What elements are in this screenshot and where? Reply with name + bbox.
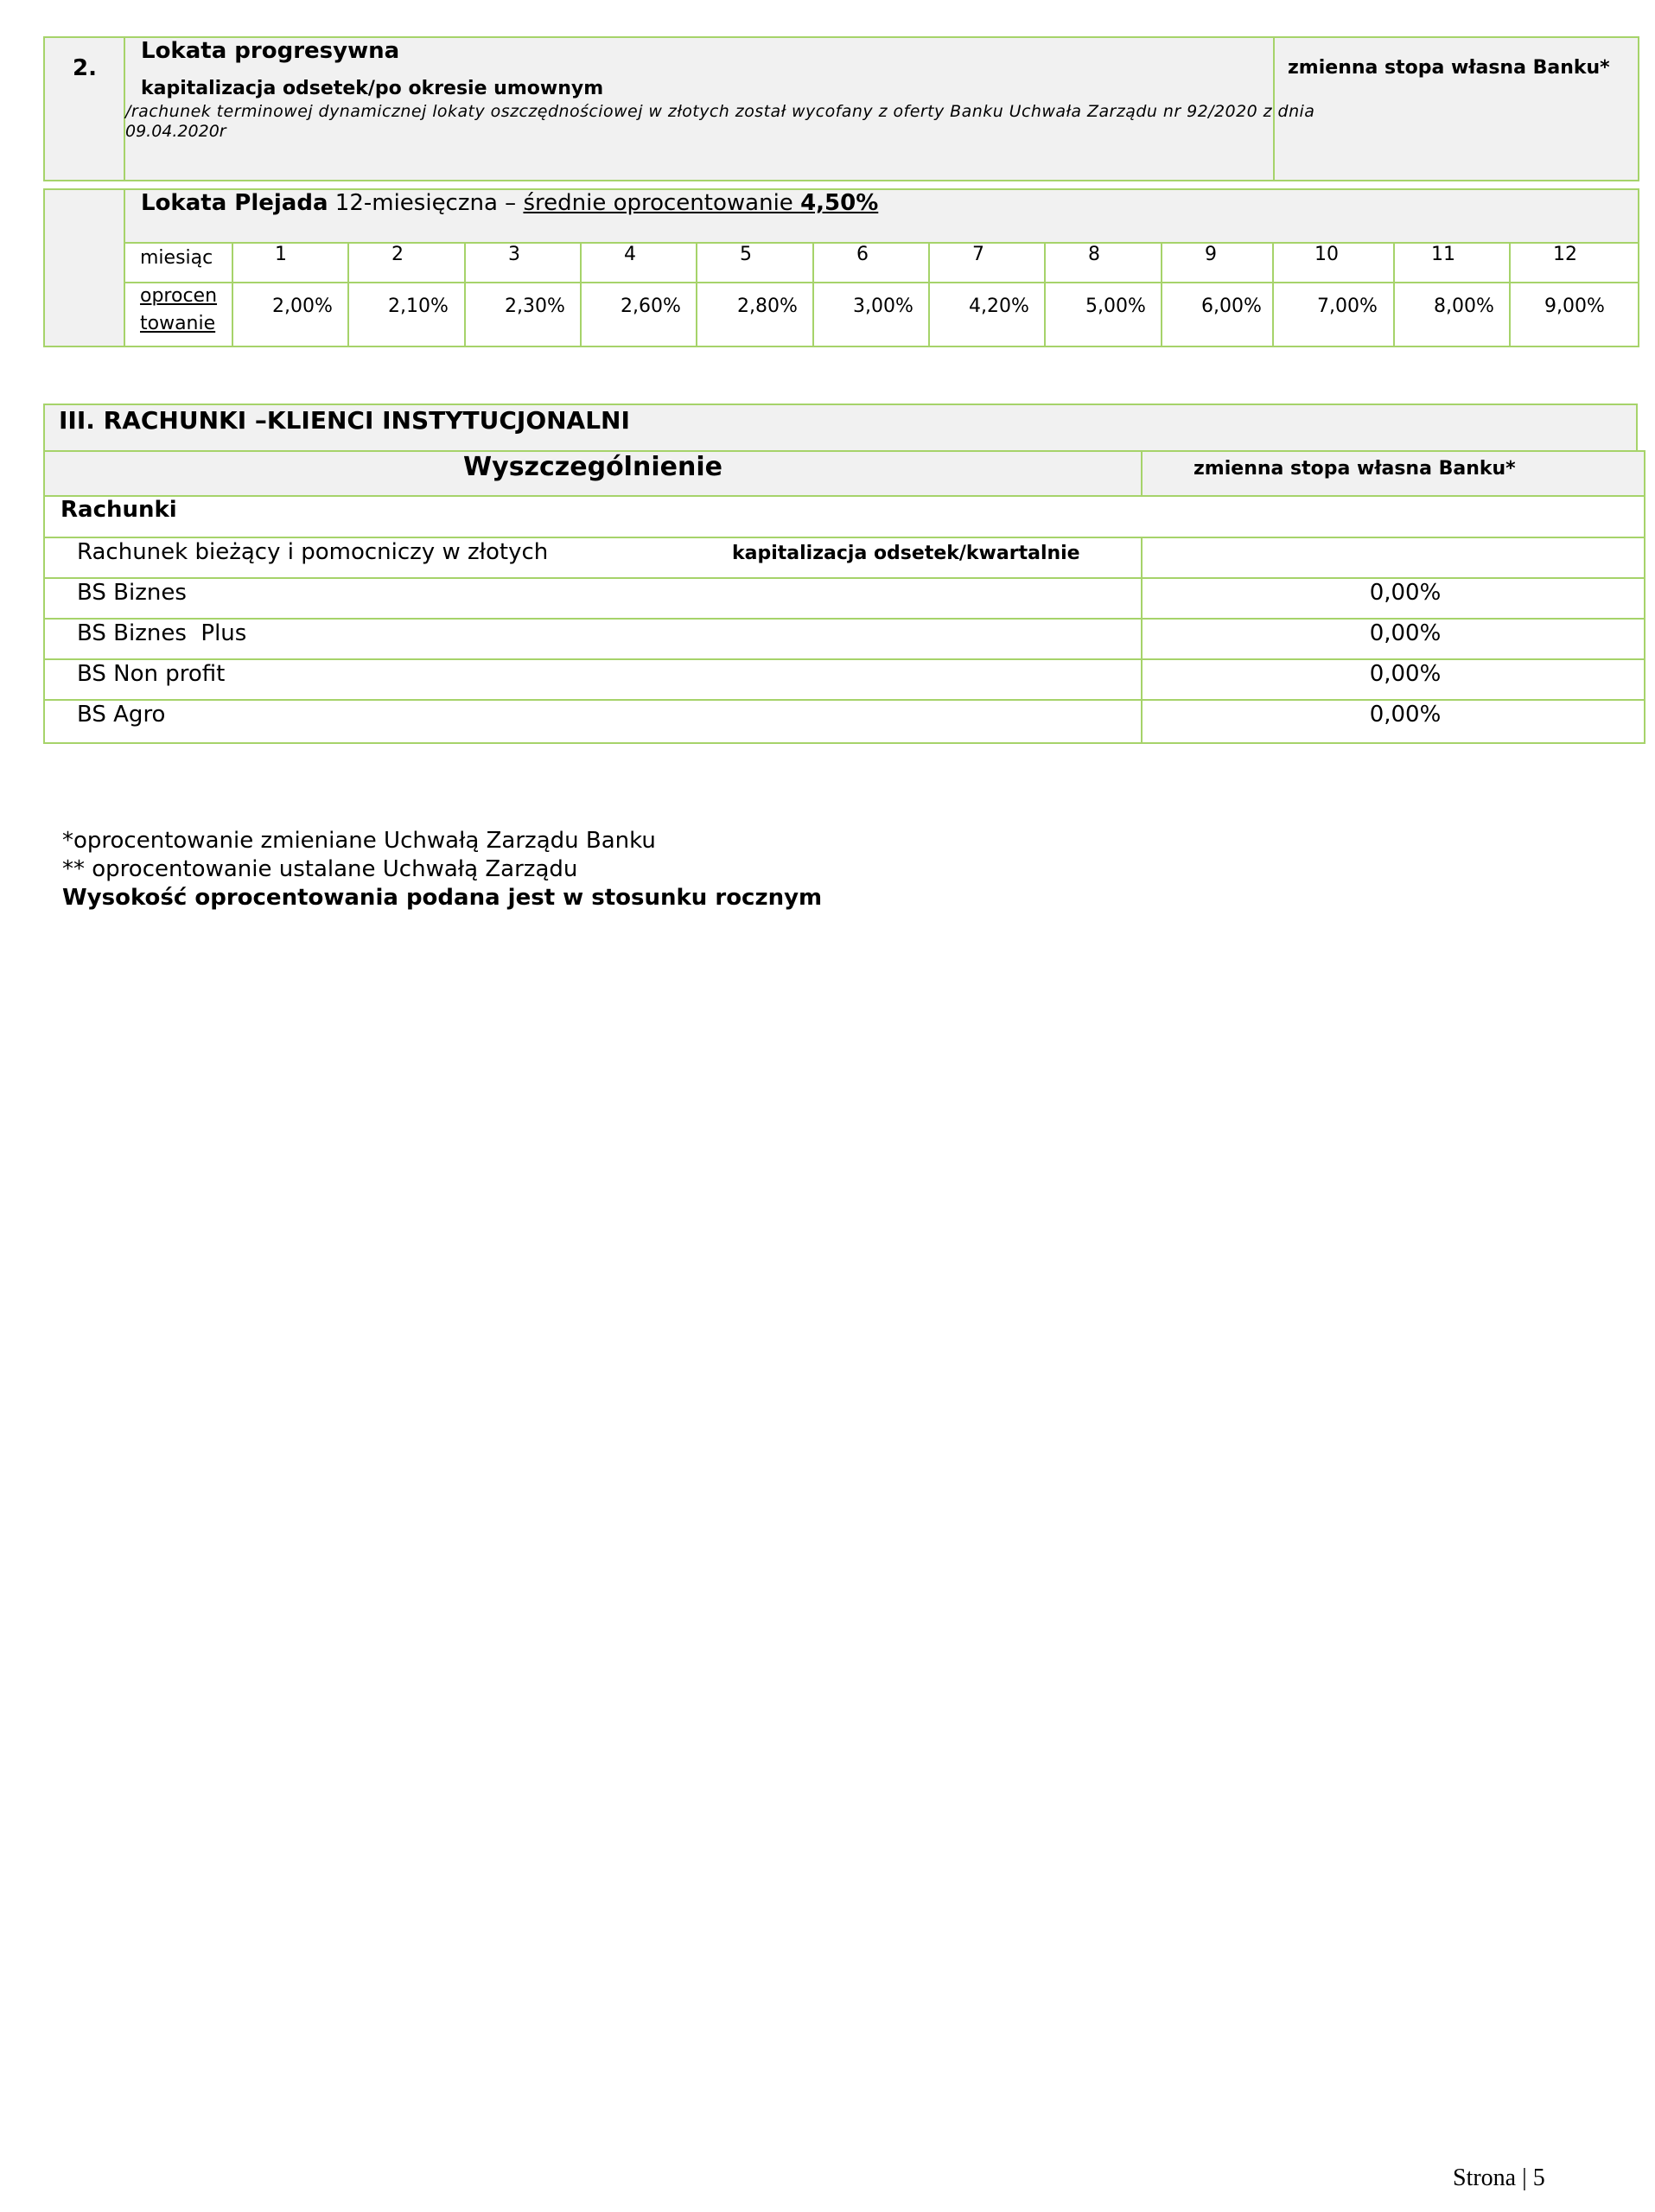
month-header: 3 bbox=[508, 244, 520, 265]
month-header: 9 bbox=[1205, 244, 1217, 265]
month-rate: 7,00% bbox=[1317, 296, 1378, 317]
spec-column-header: Wyszczególnienie bbox=[463, 452, 722, 482]
product-rate: 0,00% bbox=[1369, 580, 1442, 606]
plejada-average-value: 4,50% bbox=[800, 190, 879, 216]
account-label: Rachunek bieżący i pomocniczy w złotych bbox=[77, 539, 549, 565]
month-rate: 3,00% bbox=[853, 296, 913, 317]
account-rate-cell bbox=[1141, 537, 1645, 579]
deposit-title: Lokata progresywna bbox=[141, 38, 400, 64]
footnote-variable-rate: *oprocentowanie zmieniane Uchwałą Zarządu Banku bbox=[62, 828, 656, 854]
month-rate: 9,00% bbox=[1544, 296, 1605, 317]
month-header: 11 bbox=[1431, 244, 1455, 265]
product-rate: 0,00% bbox=[1369, 661, 1442, 687]
footnote-annual-basis: Wysokość oprocentowania podana jest w stosunku rocznym bbox=[62, 885, 823, 911]
product-rate: 0,00% bbox=[1369, 620, 1442, 646]
withdrawal-note-line1: /rachunek terminowej dynamicznej lokaty oszczędnościowej w złotych został wycofany z oferty Banku Uchwała Zarządu nr 92/2020 z dnia bbox=[125, 102, 1315, 121]
month-rate: 6,00% bbox=[1201, 296, 1262, 317]
plejada-name: Lokata Plejada bbox=[141, 190, 328, 216]
month-header: 1 bbox=[275, 244, 287, 265]
month-rate: 2,60% bbox=[621, 296, 681, 317]
month-label: miesiąc bbox=[140, 247, 213, 269]
month-header: 6 bbox=[856, 244, 869, 265]
rate-type-label: zmienna stopa własna Banku* bbox=[1288, 57, 1610, 79]
month-rate: 2,30% bbox=[505, 296, 565, 317]
page-number: Strona | 5 bbox=[1453, 2164, 1545, 2191]
month-rate: 8,00% bbox=[1434, 296, 1494, 317]
month-rate: 4,20% bbox=[969, 296, 1029, 317]
group-label: Rachunki bbox=[60, 497, 177, 523]
month-header: 5 bbox=[740, 244, 752, 265]
month-header: 8 bbox=[1088, 244, 1100, 265]
rate-label-line2: towanie bbox=[140, 313, 216, 334]
product-name: BS Biznes Plus bbox=[77, 620, 247, 646]
product-name: BS Non profit bbox=[77, 661, 226, 687]
product-rate: 0,00% bbox=[1369, 702, 1442, 728]
withdrawal-note-line2: 09.04.2020r bbox=[125, 122, 226, 141]
footnote-set-rate: ** oprocentowanie ustalane Uchwałą Zarządu bbox=[62, 856, 578, 882]
capitalization-label: kapitalizacja odsetek/po okresie umownym bbox=[141, 78, 604, 99]
account-capitalization: kapitalizacja odsetek/kwartalnie bbox=[732, 543, 1080, 564]
plejada-heading bbox=[141, 190, 878, 216]
product-name: BS Agro bbox=[77, 702, 166, 728]
product-name-cell bbox=[43, 699, 1143, 744]
month-header: 12 bbox=[1553, 244, 1577, 265]
month-header: 2 bbox=[391, 244, 404, 265]
plejada-left-cell bbox=[43, 188, 125, 347]
product-name-cell bbox=[43, 577, 1143, 620]
rate-label-line1: oprocen bbox=[140, 285, 218, 307]
group-label-cell bbox=[43, 495, 1645, 538]
month-header: 4 bbox=[624, 244, 636, 265]
month-rate: 2,80% bbox=[737, 296, 798, 317]
plejada-average-label: średnie oprocentowanie bbox=[523, 190, 801, 216]
month-header: 7 bbox=[972, 244, 984, 265]
row-number: 2. bbox=[73, 55, 97, 81]
month-rate: 2,00% bbox=[272, 296, 333, 317]
month-header: 10 bbox=[1314, 244, 1339, 265]
section-title: III. RACHUNKI –KLIENCI INSTYTUCJONALNI bbox=[59, 406, 630, 435]
month-rate: 2,10% bbox=[388, 296, 449, 317]
product-name: BS Biznes bbox=[77, 580, 187, 606]
rate-column-header: zmienna stopa własna Banku* bbox=[1194, 458, 1516, 480]
plejada-term: 12-miesięczna – bbox=[328, 190, 524, 216]
month-rate: 5,00% bbox=[1085, 296, 1146, 317]
